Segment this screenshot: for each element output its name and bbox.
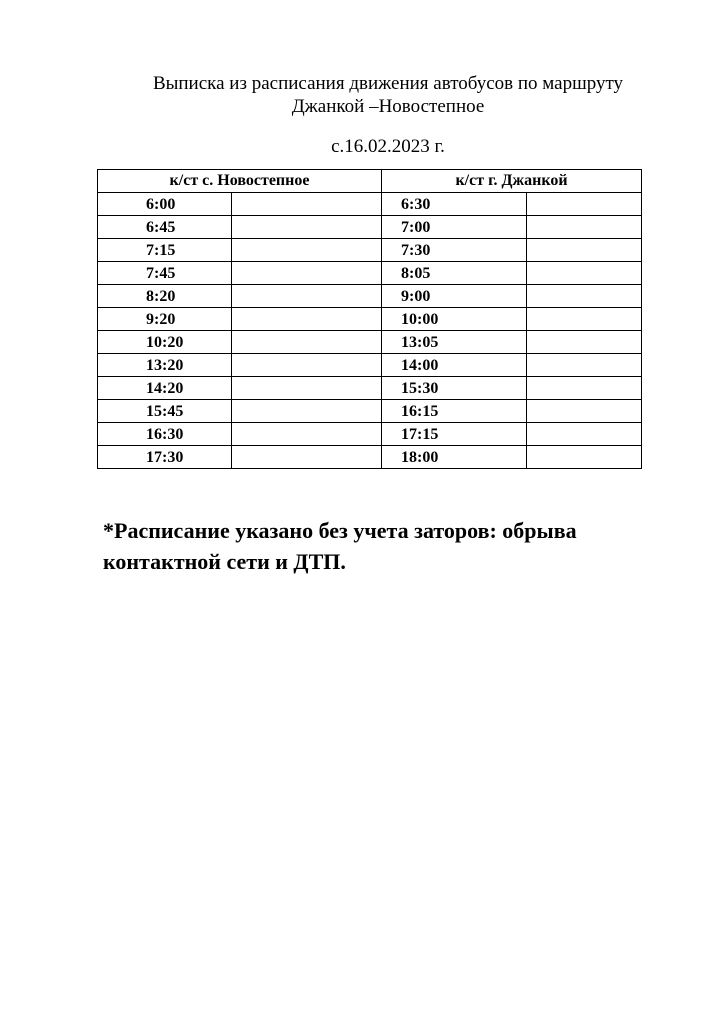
- empty-cell: [527, 262, 642, 285]
- document-title-line-1: Выписка из расписания движения автобусов по маршруту: [152, 73, 624, 94]
- departure-dzhankoy: 10:00: [382, 308, 527, 331]
- empty-cell: [232, 331, 382, 354]
- empty-cell: [527, 216, 642, 239]
- table-row: [98, 377, 642, 400]
- departure-dzhankoy: 14:00: [382, 354, 527, 377]
- departure-dzhankoy: 6:30: [382, 193, 527, 216]
- empty-cell: [527, 423, 642, 446]
- departure-novostepnoe: 17:30: [98, 446, 232, 469]
- departure-dzhankoy: 13:05: [382, 331, 527, 354]
- departure-novostepnoe: 6:45: [98, 216, 232, 239]
- bus-schedule-table: [97, 169, 642, 469]
- schedule-disclaimer-note: [103, 515, 703, 577]
- departure-dzhankoy: 9:00: [382, 285, 527, 308]
- departure-dzhankoy: 15:30: [382, 377, 527, 400]
- empty-cell: [232, 216, 382, 239]
- departure-novostepnoe: 6:00: [98, 193, 232, 216]
- table-row: [98, 262, 642, 285]
- empty-cell: [232, 308, 382, 331]
- departure-novostepnoe: 13:20: [98, 354, 232, 377]
- effective-date: с.16.02.2023 г.: [331, 136, 445, 157]
- departure-novostepnoe: 8:20: [98, 285, 232, 308]
- note-line-1: *Расписание указано без учета заторов: обрыва: [103, 518, 577, 543]
- table-row: [98, 239, 642, 262]
- table-row: [98, 216, 642, 239]
- empty-cell: [527, 377, 642, 400]
- empty-cell: [527, 193, 642, 216]
- table-row: [98, 285, 642, 308]
- table-row: [98, 400, 642, 423]
- table-row: [98, 331, 642, 354]
- table-row: [98, 193, 642, 216]
- departure-novostepnoe: 7:45: [98, 262, 232, 285]
- departure-novostepnoe: 14:20: [98, 377, 232, 400]
- schedule-body: [98, 193, 642, 469]
- departure-dzhankoy: 8:05: [382, 262, 527, 285]
- empty-cell: [527, 308, 642, 331]
- empty-cell: [527, 446, 642, 469]
- departure-novostepnoe: 16:30: [98, 423, 232, 446]
- departure-novostepnoe: 9:20: [98, 308, 232, 331]
- table-row: [98, 446, 642, 469]
- empty-cell: [232, 262, 382, 285]
- table-row: [98, 354, 642, 377]
- table-header-row: [98, 170, 642, 193]
- departure-dzhankoy: 7:30: [382, 239, 527, 262]
- empty-cell: [232, 239, 382, 262]
- departure-novostepnoe: 10:20: [98, 331, 232, 354]
- empty-cell: [232, 446, 382, 469]
- departure-dzhankoy: 18:00: [382, 446, 527, 469]
- departure-dzhankoy: 7:00: [382, 216, 527, 239]
- empty-cell: [232, 193, 382, 216]
- departure-novostepnoe: 15:45: [98, 400, 232, 423]
- table-row: [98, 423, 642, 446]
- departure-dzhankoy: 16:15: [382, 400, 527, 423]
- empty-cell: [232, 354, 382, 377]
- empty-cell: [232, 377, 382, 400]
- empty-cell: [527, 285, 642, 308]
- empty-cell: [232, 400, 382, 423]
- table-row: [98, 308, 642, 331]
- column-header-dzhankoy: к/ст г. Джанкой: [382, 170, 642, 193]
- empty-cell: [527, 354, 642, 377]
- departure-dzhankoy: 17:15: [382, 423, 527, 446]
- empty-cell: [232, 285, 382, 308]
- departure-novostepnoe: 7:15: [98, 239, 232, 262]
- empty-cell: [527, 331, 642, 354]
- empty-cell: [527, 239, 642, 262]
- empty-cell: [527, 400, 642, 423]
- empty-cell: [232, 423, 382, 446]
- column-header-novostepnoe: к/ст с. Новостепное: [98, 170, 382, 193]
- document-title-line-2: Джанкой –Новостепное: [291, 96, 485, 117]
- note-line-2: контактной сети и ДТП.: [103, 549, 346, 574]
